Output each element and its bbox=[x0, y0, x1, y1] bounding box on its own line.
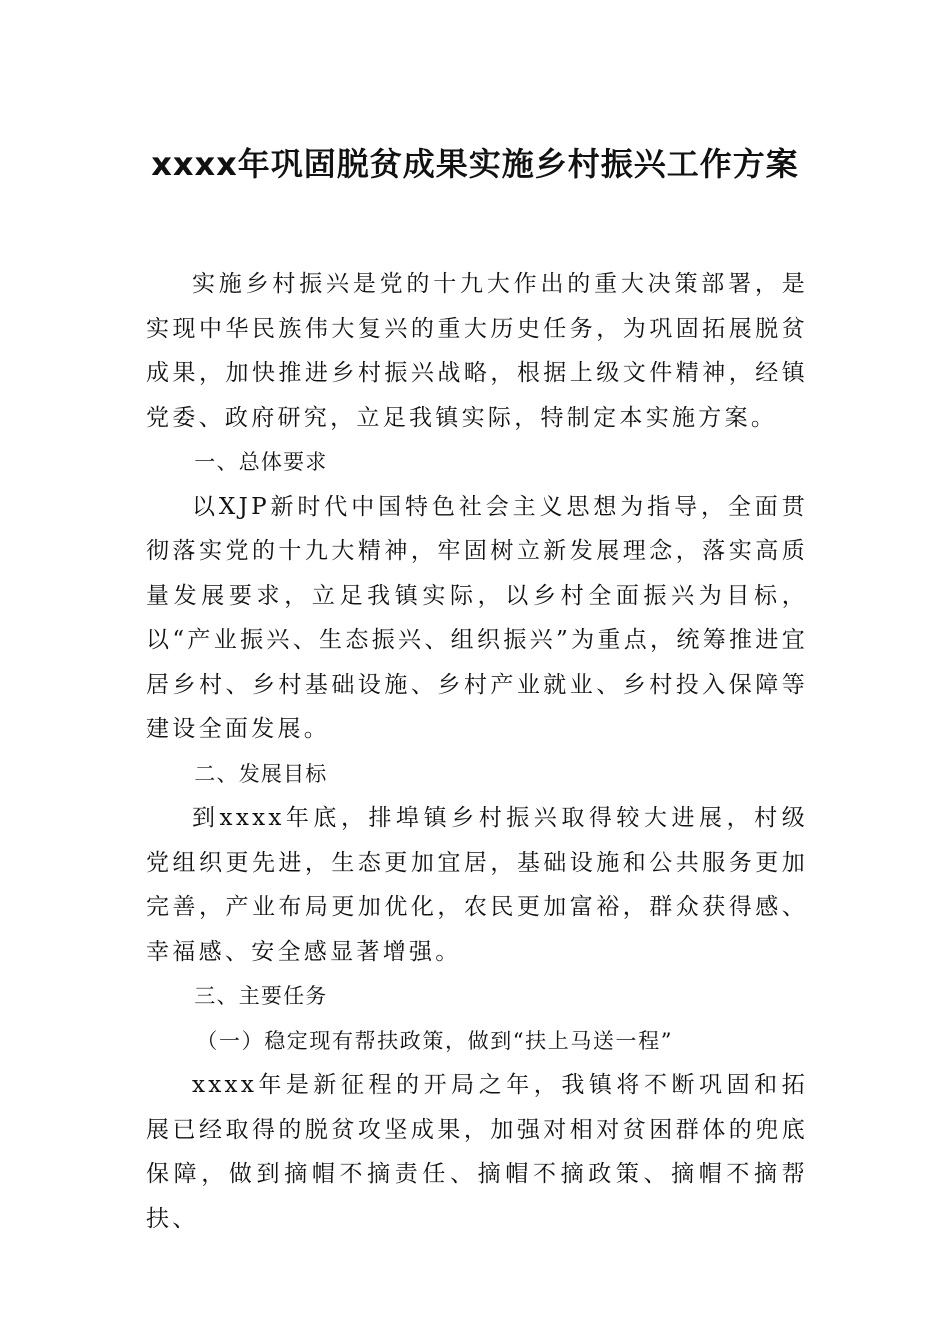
section-1-heading: 一、总体要求 bbox=[194, 450, 328, 474]
document-body bbox=[146, 262, 808, 1241]
document-title: xxxx年巩固脱贫成果实施乡村振兴工作方案 bbox=[151, 145, 799, 183]
intro-paragraph: 实施乡村振兴是党的十九大作出的重大决策部署，是实现中华民族伟大复兴的重大历史任务，为巩固拓展脱贫成果，加快推进乡村振兴战略，根据上级文件精神，经镇党委、政府研究，立足我镇实际，特制定本实施方案。 bbox=[146, 271, 808, 431]
section-2-heading: 二、发展目标 bbox=[194, 761, 328, 786]
section-1-paragraph: 以XJP新时代中国特色社会主义思想为指导，全面贯彻落实党的十九大精神，牢固树立新发展理念，落实高质量发展要求，立足我镇实际，以乡村全面振兴为目标，以“产业振兴、生态振兴、组织振兴”为重点，统筹推进宜居乡村、乡村基础设施、乡村产业就业、乡村投入保障等建设全面发展。 bbox=[146, 493, 808, 742]
section-2-paragraph: 到xxxx年底，排埠镇乡村振兴取得较大进展，村级党组织更先进，生态更加宜居，基础设施和公共服务更加完善，产业布局更加优化，农民更加富裕，群众获得感、幸福感、安全感显著增强。 bbox=[146, 805, 808, 965]
section-3-paragraph: xxxx年是新征程的开局之年，我镇将不断巩固和拓展已经取得的脱贫攻坚成果，加强对相对贫困群体的兜底保障，做到摘帽不摘责任、摘帽不摘政策、摘帽不摘帮扶、 bbox=[146, 1072, 808, 1232]
section-3-heading: 三、主要任务 bbox=[194, 984, 328, 1008]
section-3-subheading: （一）稳定现有帮扶政策，做到“扶上马送一程” bbox=[196, 1028, 674, 1053]
